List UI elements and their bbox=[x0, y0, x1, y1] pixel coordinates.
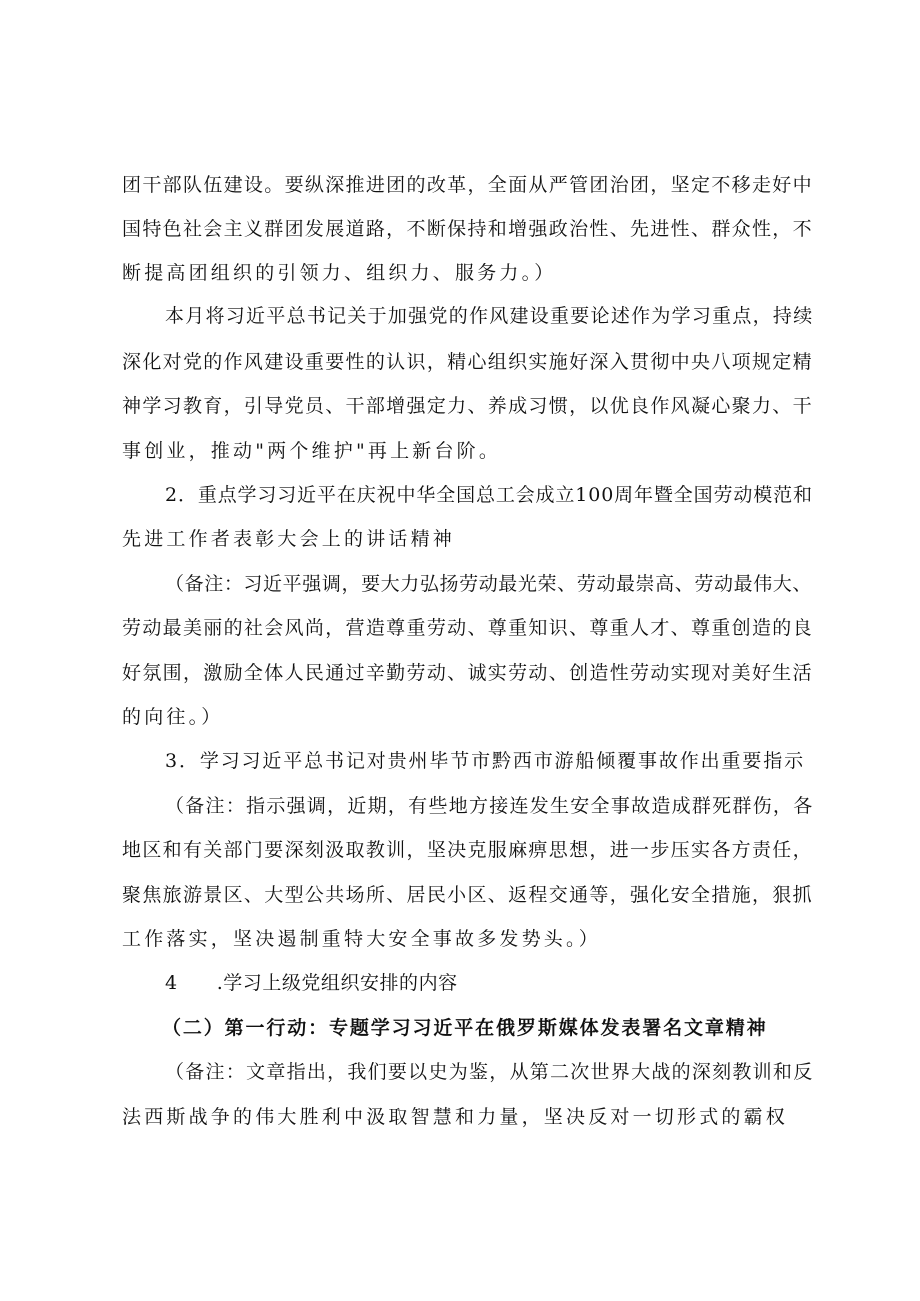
paragraph-line: 断提高团组织的引领力、组织力、服务力。） bbox=[122, 262, 557, 284]
paragraph-line: 深化对党的作风建设重要性的认识，精心组织实施好深入贯彻中央八项规定精 bbox=[122, 351, 813, 373]
note-line: （备注：文章指出，我们要以史为鉴，从第二次世界大战的深刻教训和反 bbox=[165, 1061, 814, 1083]
section-heading: 2．重点学习习近平在庆祝中华全国总工会成立100周年暨全国劳动模范和 bbox=[165, 484, 813, 506]
note-line: 地区和有关部门要深刻汲取教训，坚决克服麻痹思想，进一步压实各方责任， bbox=[122, 839, 813, 861]
section-heading: 3．学习习近平总书记对贵州毕节市黔西市游船倾覆事故作出重要指示 bbox=[165, 750, 805, 772]
note-line: 劳动最美丽的社会风尚，营造尊重劳动、尊重知识、尊重人才、尊重创造的良 bbox=[122, 617, 813, 639]
note-line: （备注：习近平强调，要大力弘扬劳动最光荣、劳动最崇高、劳动最伟大、 bbox=[165, 573, 813, 595]
note-line: 聚焦旅游景区、大型公共场所、居民小区、返程交通等，强化安全措施，狠抓 bbox=[122, 884, 813, 906]
paragraph-line: 本月将习近平总书记关于加强党的作风建设重要论述作为学习重点，持续 bbox=[165, 305, 814, 327]
note-line: 工作落实，坚决遏制重特大安全事故多发势头。） bbox=[122, 928, 601, 950]
paragraph-line: 神学习教育，引导党员、干部增强定力、养成习惯，以优良作风凝心聚力、干 bbox=[122, 395, 813, 417]
note-line: （备注：指示强调，近期，有些地方接连发生安全事故造成群死群伤，各 bbox=[165, 795, 814, 817]
section-heading-continued: 先进工作者表彰大会上的讲话精神 bbox=[122, 528, 456, 550]
section-heading: 4 .学习上级党组织安排的内容 bbox=[165, 972, 458, 994]
paragraph-line: 国特色社会主义群团发展道路，不断保持和增强政治性、先进性、群众性，不 bbox=[122, 218, 813, 240]
note-line: 好氛围，激励全体人民通过辛勤劳动、诚实劳动、创造性劳动实现对美好生活 bbox=[122, 662, 813, 684]
paragraph-line: 团干部队伍建设。要纵深推进团的改革，全面从严管团治团，坚定不移走好中 bbox=[122, 174, 813, 196]
note-line: 的向往。） bbox=[122, 706, 224, 728]
subsection-title: （二）第一行动：专题学习习近平在俄罗斯媒体发表署名文章精神 bbox=[162, 1017, 768, 1039]
note-line: 法西斯战争的伟大胜利中汲取智慧和力量，坚决反对一切形式的霸权 bbox=[122, 1106, 789, 1128]
paragraph-line: 事创业，推动"两个维护"再上新台阶。 bbox=[122, 440, 502, 462]
